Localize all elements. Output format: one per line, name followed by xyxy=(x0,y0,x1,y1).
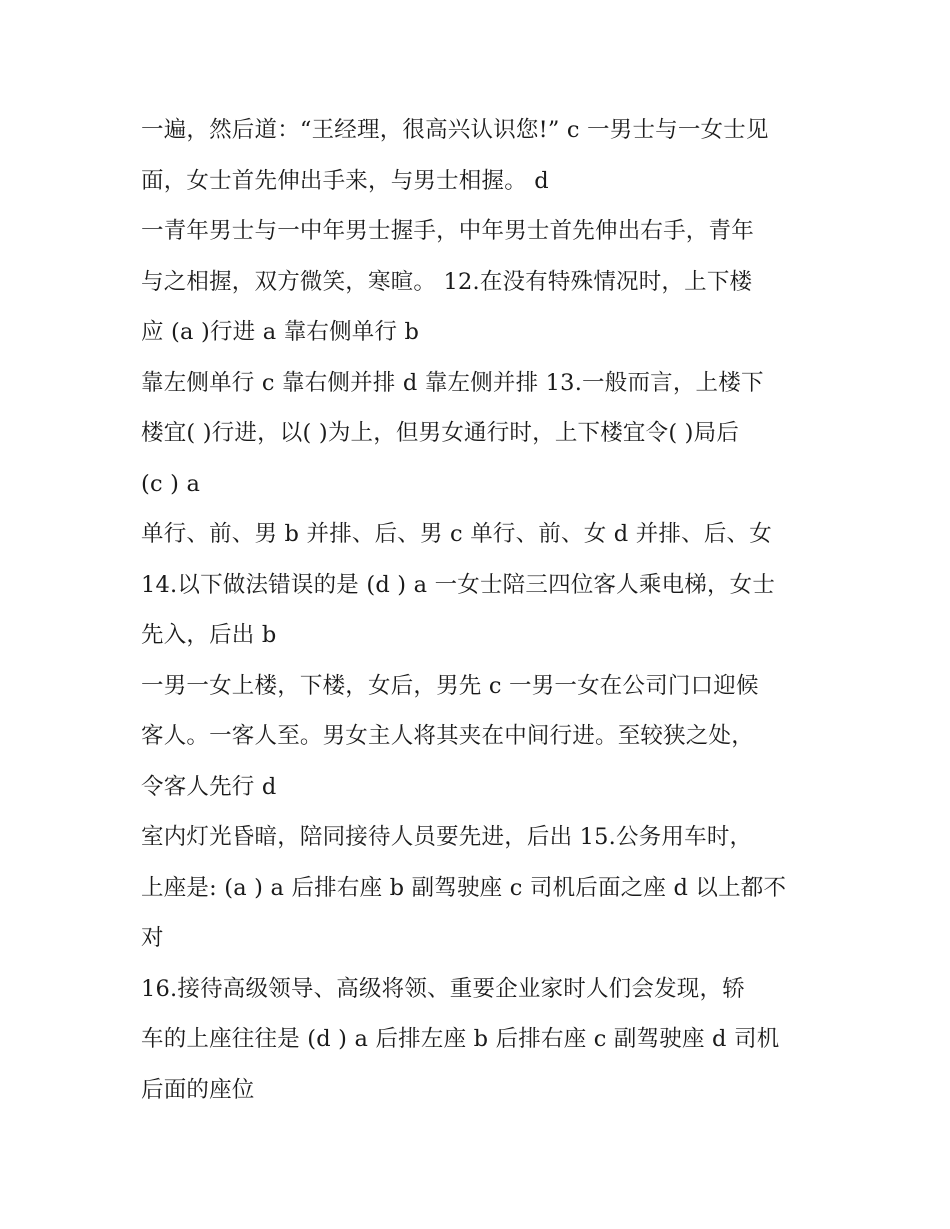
text-line: 先入，后出 b xyxy=(141,622,277,648)
text-line: 对 xyxy=(141,925,164,951)
text-line: 一青年男士与一中年男士握手，中年男士首先伸出右手，青年 xyxy=(141,218,754,244)
text-line: 与之相握，双方微笑，寒暄。 12.在没有特殊情况时，上下楼 xyxy=(141,268,753,295)
text-line: 16.接待高级领导、高级将领、重要企业家时人们会发现，轿 xyxy=(141,975,745,1002)
document-body xyxy=(141,105,821,1115)
text-line: 楼宜( )行进，以( )为上，但男女通行时，上下楼宜令( )局后 xyxy=(141,420,740,446)
text-line: 车的上座往往是 (d ) a 后排左座 b 后排右座 c 副驾驶座 d 司机 xyxy=(141,1026,780,1052)
text-line: 上座是: (a ) a 后排右座 b 副驾驶座 c 司机后面之座 d 以上都不 xyxy=(141,874,787,901)
text-line: 14.以下做法错误的是 (d ) a 一女士陪三四位客人乘电梯，女士 xyxy=(141,571,776,598)
text-line: 一男一女上楼，下楼，女后，男先 c 一男一女在公司门口迎候 xyxy=(141,672,759,699)
text-line: 客人。一客人至。男女主人将其夹在中间行进。至较狭之处， xyxy=(141,723,754,749)
text-line: 单行、前、男 b 并排、后、男 c 单行、前、女 d 并排、后、女 xyxy=(141,521,772,547)
text-line: 令客人先行 d xyxy=(141,773,277,800)
text-line: (c ) a xyxy=(141,470,201,497)
text-line: 一遍，然后道：“王经理，很高兴认识您!” c 一男士与一女士见 xyxy=(141,117,769,143)
text-line: 靠左侧单行 c 靠右侧并排 d 靠左侧并排 13.一般而言，上楼下 xyxy=(141,369,764,396)
text-line: 应 (a )行进 a 靠右侧单行 b xyxy=(141,319,420,345)
text-line: 室内灯光昏暗，陪同接待人员要先进，后出 15.公务用车时， xyxy=(141,824,753,850)
text-line: 面，女士首先伸出手来，与男士相握。 d xyxy=(141,167,549,194)
text-line: 后面的座位 xyxy=(141,1076,255,1103)
